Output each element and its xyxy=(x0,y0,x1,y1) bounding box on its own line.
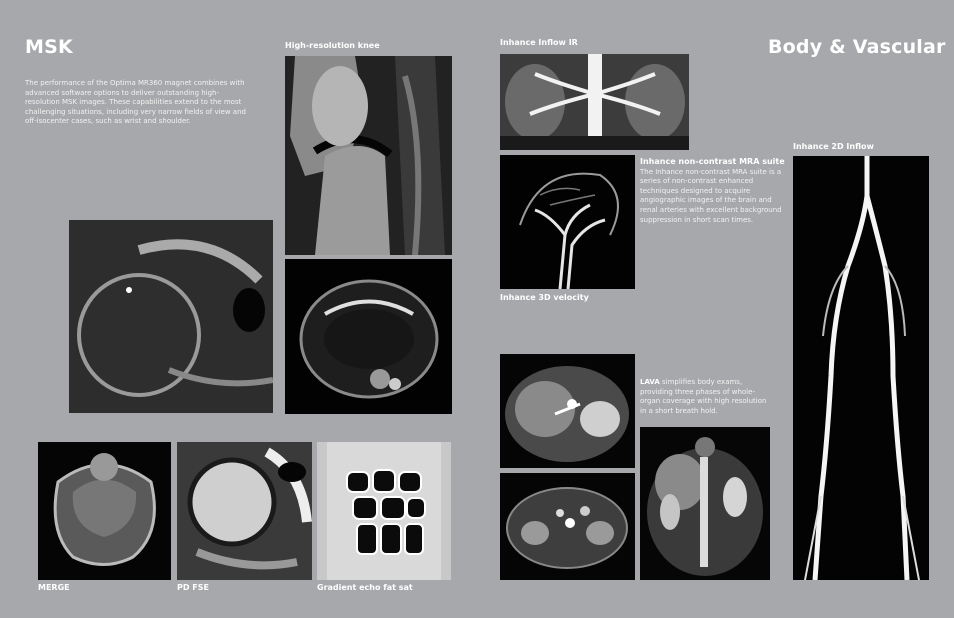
pd-fse-image xyxy=(177,442,312,580)
inflow-ir-image xyxy=(500,54,689,150)
sagittal-knee-image xyxy=(285,56,452,255)
merge-caption: MERGE xyxy=(38,583,70,592)
inflow-2d-image xyxy=(793,156,929,580)
mra-suite-heading: Inhance non-contrast MRA suite xyxy=(640,157,785,166)
pd-fse-caption: PD FSE xyxy=(177,583,209,592)
axial-knee-image xyxy=(285,259,452,414)
inflow-2d-caption: Inhance 2D Inflow xyxy=(793,142,874,151)
merge-image xyxy=(38,442,171,580)
body-vascular-title: Body & Vascular xyxy=(768,36,946,58)
mra-suite-block xyxy=(640,157,788,225)
knee-caption: High-resolution knee xyxy=(285,41,380,50)
msk-title: MSK xyxy=(25,36,73,58)
lava-heading: LAVA xyxy=(640,378,660,386)
lava-abdomen-image xyxy=(500,354,635,468)
gradient-echo-image xyxy=(317,442,451,580)
lava-text: simplifies body exams, providing three phases of whole-organ coverage with high resolution in a short breath hold. xyxy=(640,378,767,415)
lava-axial-image xyxy=(500,473,635,580)
lava-coronal-image xyxy=(640,427,770,580)
3d-velocity-image xyxy=(500,155,635,289)
inflow-ir-caption: Inhance Inflow IR xyxy=(500,38,578,47)
3d-velocity-caption: Inhance 3D velocity xyxy=(500,293,589,302)
lava-text-block xyxy=(640,378,770,416)
shoulder-image xyxy=(69,220,273,413)
msk-intro-text: The performance of the Optima MR360 magnet combines with advanced software options to deliver outstanding high-resolution MSK images. These capabilities extend to the most challenging situations, including very narrow fields of view and off-isocenter cases, such as wrist and shoulder. xyxy=(25,79,246,126)
gradient-echo-caption: Gradient echo fat sat xyxy=(317,583,413,592)
mra-suite-text: The Inhance non-contrast MRA suite is a series of non-contrast enhanced techniques designed to acquire angiographic images of the brain and renal arteries with excellent background suppression in short scan times. xyxy=(640,167,782,224)
